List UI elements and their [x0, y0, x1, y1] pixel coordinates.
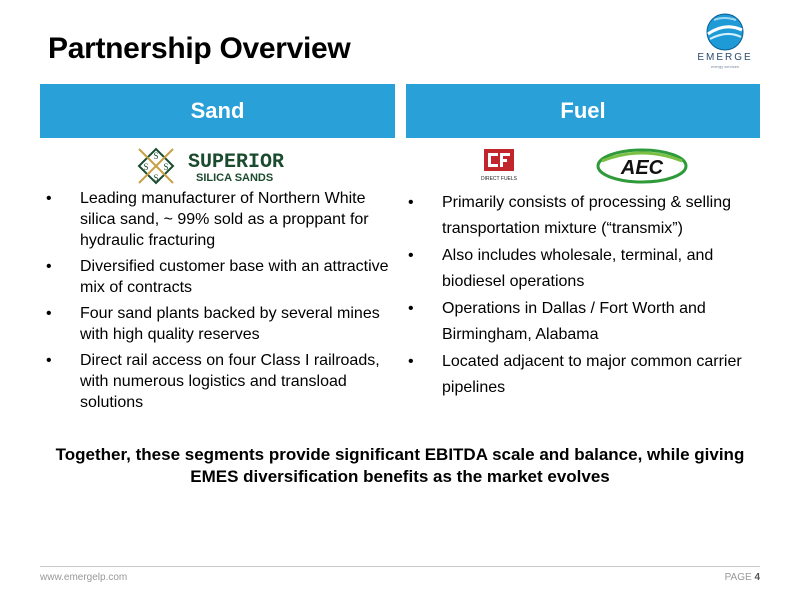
sand-bullet-list: [40, 188, 390, 418]
list-item: • Leading manufacturer of Northern White silica sand, ~ 99% sold as a proppant for hydraulic fracturing: [46, 190, 369, 249]
list-item: • Located adjacent to major common carrier pipelines: [408, 353, 742, 396]
direct-fuels-logo: [480, 147, 518, 183]
page-number: PAGE 4: [724, 572, 760, 583]
logo-text: EMERGE: [697, 52, 753, 63]
summary-statement: Together, these segments provide significant EBITDA scale and balance, while giving EMES diversification benefits as the market evolves: [55, 445, 745, 486]
page-title: Partnership Overview: [48, 32, 351, 65]
sand-header: Sand: [40, 84, 395, 138]
logo-subtext: energy services: [710, 64, 739, 69]
svg-text:S: S: [153, 173, 159, 183]
aec-logo: [596, 147, 688, 185]
emerge-logo: [684, 12, 766, 70]
list-item: • Diversified customer base with an attractive mix of contracts: [46, 258, 389, 296]
superior-silica-sands-logo: [136, 146, 316, 186]
fuel-bullet-list: [402, 190, 762, 402]
footer-url[interactable]: www.emergelp.com: [40, 572, 128, 583]
sss-diamond-icon: [139, 149, 173, 183]
aec-logo-text: AEC: [620, 157, 664, 179]
list-item: • Primarily consists of processing & selling transportation mixture (“transmix”): [408, 194, 731, 237]
svg-text:S: S: [163, 162, 169, 172]
list-item: • Also includes wholesale, terminal, and biodiesel operations: [408, 247, 714, 290]
svg-text:S: S: [153, 151, 159, 161]
list-item: • Operations in Dallas / Fort Worth and Birmingham, Alabama: [408, 300, 706, 343]
list-item: • Four sand plants backed by several mines with high quality reserves: [46, 305, 380, 343]
sss-logo-line2: SILICA SANDS: [196, 172, 274, 184]
sss-logo-line1: SUPERIOR: [188, 151, 285, 174]
list-item: • Direct rail access on four Class I railroads, with numerous logistics and transload solutions: [46, 352, 380, 411]
svg-text:S: S: [143, 162, 149, 172]
fuel-header: Fuel: [406, 84, 760, 138]
globe-swoosh-icon: [684, 12, 766, 54]
direct-fuels-caption: DIRECT FUELS: [480, 176, 518, 182]
footer-divider: [40, 566, 760, 567]
